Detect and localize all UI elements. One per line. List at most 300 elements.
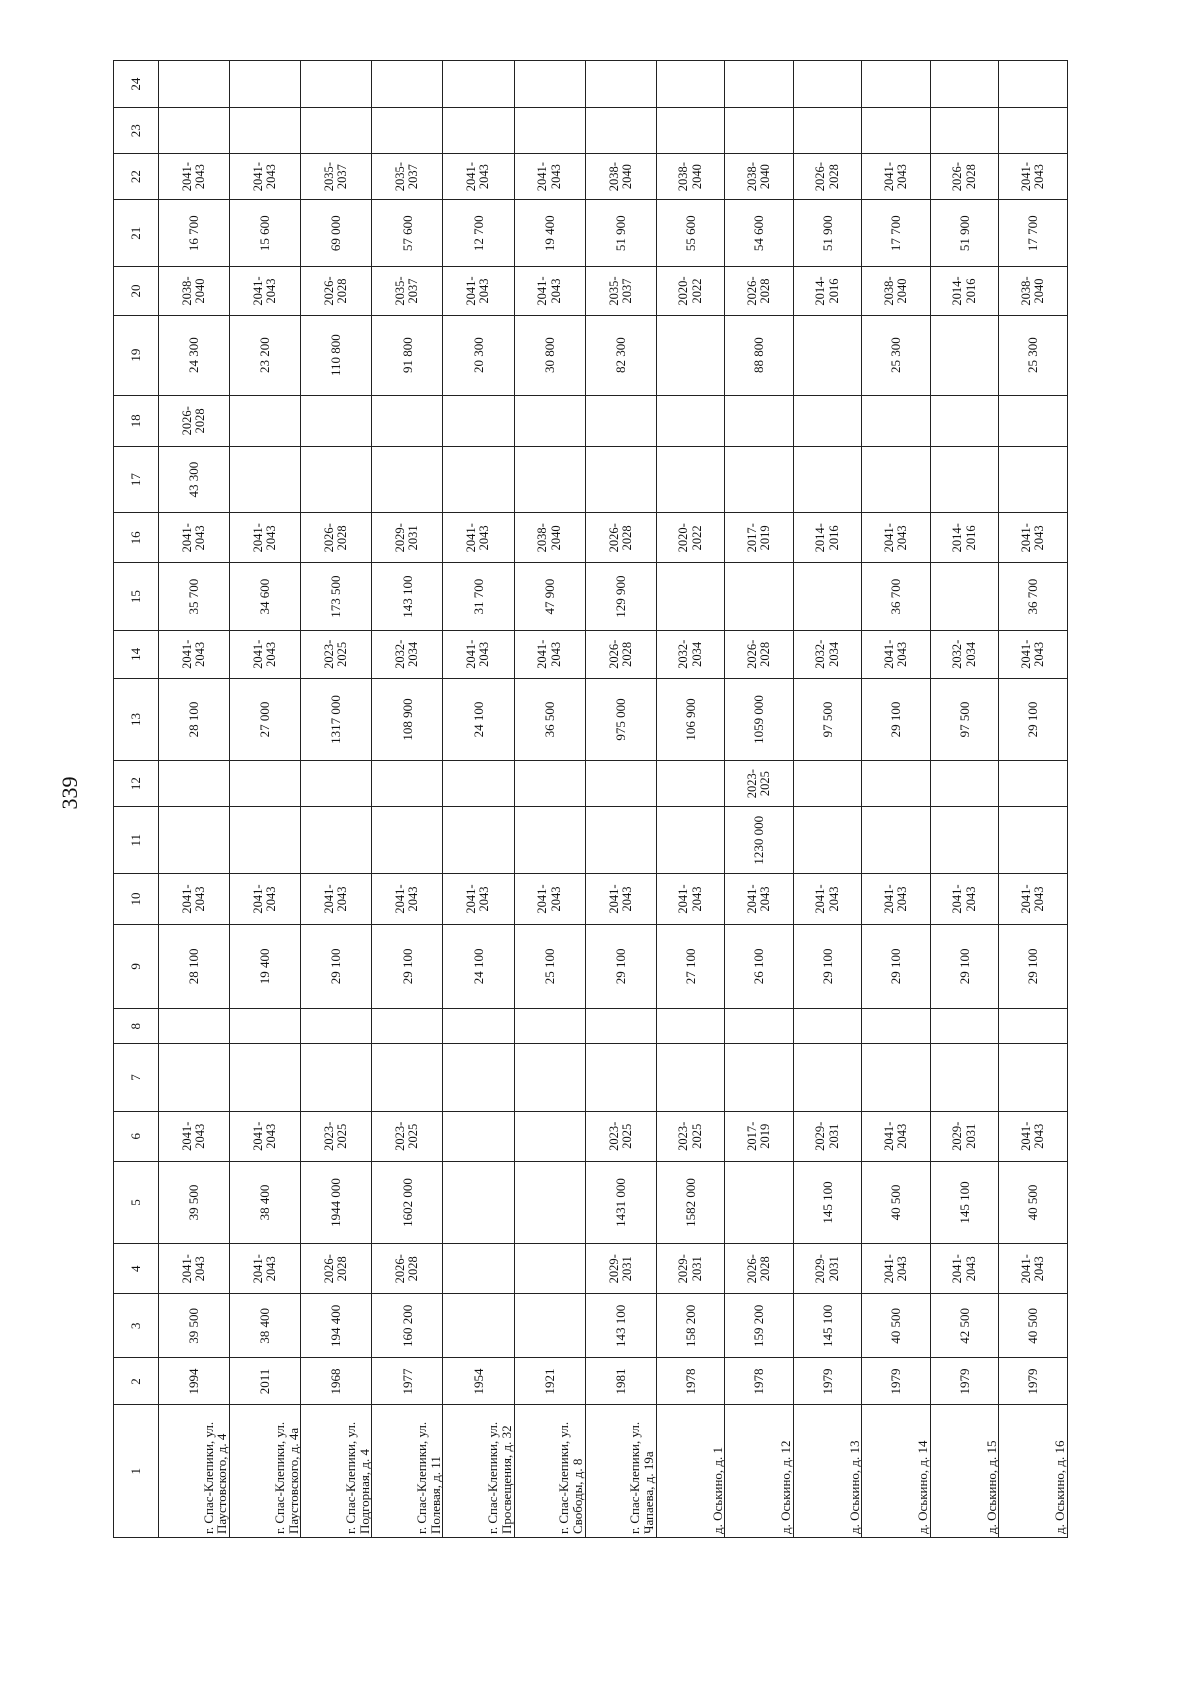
table-cell: 17 700 [999,200,1068,267]
table-cell [301,108,372,154]
table-cell [793,1009,862,1044]
period-cell: 2035- 2037 [301,154,372,200]
period-cell: 2032- 2034 [930,630,999,678]
table-cell: 158 200 [656,1294,725,1358]
table-cell [159,1009,230,1044]
table-cell [793,761,862,807]
column-header: 21 [114,200,159,267]
period-cell: 2041- 2043 [999,1111,1068,1161]
table-cell [372,61,443,108]
period-cell: 2041- 2043 [443,630,514,678]
table-cell: 29 100 [585,924,656,1008]
table-cell: 25 300 [999,315,1068,395]
period-cell: 2026- 2028 [725,1244,794,1294]
table-row [372,61,443,1538]
table-cell [793,395,862,446]
table-cell [862,395,931,446]
table-row [793,61,862,1538]
table-cell: 1317 000 [301,678,372,760]
address-cell: г. Спас-Клепики, ул. Просвещения, д. 32 [443,1405,514,1538]
table-cell [999,807,1068,874]
table-cell: 40 500 [862,1161,931,1243]
table-cell [585,446,656,512]
table-cell [862,1009,931,1044]
address-cell: д. Оськино, д. 12 [725,1405,794,1538]
table-cell: 38 400 [230,1161,301,1243]
column-header: 9 [114,924,159,1008]
period-cell: 2023- 2025 [372,1111,443,1161]
period-cell: 2017- 2019 [725,513,794,563]
table-cell: 39 500 [159,1294,230,1358]
period-cell: 2035- 2037 [585,267,656,315]
table-cell [230,108,301,154]
column-header: 15 [114,563,159,630]
period-cell: 2041- 2043 [159,513,230,563]
table-cell [725,61,794,108]
table-cell [793,1044,862,1111]
table-cell [999,446,1068,512]
table-cell [656,563,725,630]
period-cell: 2023- 2025 [656,1111,725,1161]
period-cell: 2041- 2043 [159,1244,230,1294]
table-cell [301,761,372,807]
table-cell [930,446,999,512]
period-cell: 2041- 2043 [514,874,585,924]
period-cell: 2041- 2043 [862,1111,931,1161]
table-cell: 36 700 [999,563,1068,630]
table-row [514,61,585,1538]
period-cell: 2041- 2043 [159,630,230,678]
table-cell: 1994 [159,1358,230,1405]
period-cell: 2041- 2043 [230,1244,301,1294]
table-cell [514,446,585,512]
table-cell [443,761,514,807]
period-cell: 2041- 2043 [230,267,301,315]
period-cell: 2026- 2028 [301,267,372,315]
period-cell: 2041- 2043 [514,630,585,678]
table-cell: 12 700 [443,200,514,267]
period-cell: 2041- 2043 [999,630,1068,678]
table-cell: 160 200 [372,1294,443,1358]
table-cell [514,761,585,807]
table-cell [725,1044,794,1111]
period-cell: 2041- 2043 [301,874,372,924]
table-cell: 51 900 [793,200,862,267]
period-cell: 2017- 2019 [725,1111,794,1161]
period-cell: 2041- 2043 [372,874,443,924]
period-cell: 2026- 2028 [585,513,656,563]
period-cell: 2026- 2028 [930,154,999,200]
period-cell: 2023- 2025 [725,761,794,807]
table-cell [159,761,230,807]
table-cell: 145 100 [793,1294,862,1358]
table-cell [159,61,230,108]
table-cell [443,1294,514,1358]
period-cell: 2041- 2043 [443,513,514,563]
table-cell: 1602 000 [372,1161,443,1243]
column-header: 14 [114,630,159,678]
table-cell: 29 100 [372,924,443,1008]
table-cell [585,807,656,874]
table-row [725,61,794,1538]
table-cell: 28 100 [159,924,230,1008]
period-cell: 2026- 2028 [301,513,372,563]
period-cell: 2041- 2043 [514,267,585,315]
table-cell: 159 200 [725,1294,794,1358]
address-cell: г. Спас-Клепики, ул. Полевая, д. 11 [372,1405,443,1538]
table-cell: 1944 000 [301,1161,372,1243]
table-cell: 34 600 [230,563,301,630]
table-cell [301,807,372,874]
column-header: 20 [114,267,159,315]
period-cell: 2029- 2031 [930,1111,999,1161]
table-cell [443,1111,514,1161]
period-cell: 2041- 2043 [230,513,301,563]
table-cell [862,807,931,874]
column-header: 6 [114,1111,159,1161]
period-cell: 2023- 2025 [301,630,372,678]
table-cell: 40 500 [999,1294,1068,1358]
table-cell [230,446,301,512]
table-cell: 1921 [514,1358,585,1405]
table-row [930,61,999,1538]
table-cell: 110 800 [301,315,372,395]
table-cell [443,108,514,154]
table-cell [230,761,301,807]
column-header: 2 [114,1358,159,1405]
table-cell [793,108,862,154]
table-cell [656,315,725,395]
table-cell [930,61,999,108]
period-cell: 2020- 2022 [656,267,725,315]
table-cell [656,108,725,154]
table-cell: 29 100 [862,678,931,760]
table-cell [514,108,585,154]
table-cell: 129 900 [585,563,656,630]
table-cell: 16 700 [159,200,230,267]
table-cell [793,563,862,630]
table-cell [999,1009,1068,1044]
table-cell [443,1009,514,1044]
table-row [585,61,656,1538]
table-cell: 1979 [930,1358,999,1405]
table-cell [514,395,585,446]
table-cell: 43 300 [159,446,230,512]
table-cell: 173 500 [301,563,372,630]
period-cell: 2041- 2043 [514,154,585,200]
table-cell [372,807,443,874]
table-cell [862,761,931,807]
period-cell: 2041- 2043 [930,874,999,924]
table-cell [443,1244,514,1294]
table-cell: 26 100 [725,924,794,1008]
table-cell [230,1009,301,1044]
table-cell: 27 000 [230,678,301,760]
address-cell: д. Оськино, д. 15 [930,1405,999,1538]
period-cell: 2041- 2043 [585,874,656,924]
table-cell: 55 600 [656,200,725,267]
table-cell [514,1244,585,1294]
table-cell: 1954 [443,1358,514,1405]
header-row [114,61,159,1538]
table-cell: 27 100 [656,924,725,1008]
period-cell: 2041- 2043 [159,1111,230,1161]
period-cell: 2041- 2043 [999,1244,1068,1294]
table-cell: 145 100 [793,1161,862,1243]
table-cell: 97 500 [930,678,999,760]
address-cell: д. Оськино, д. 13 [793,1405,862,1538]
table-cell: 51 900 [585,200,656,267]
table-cell [372,395,443,446]
address-cell: г. Спас-Клепики, ул. Паустовского, д. 4а [230,1405,301,1538]
period-cell: 2041- 2043 [159,154,230,200]
table-cell [930,108,999,154]
table-cell [443,1044,514,1111]
table-cell: 108 900 [372,678,443,760]
table-cell: 19 400 [514,200,585,267]
table-cell [725,563,794,630]
table-cell [725,1009,794,1044]
table-cell: 29 100 [793,924,862,1008]
table-row [443,61,514,1538]
table-cell [372,108,443,154]
table-cell: 975 000 [585,678,656,760]
period-cell: 2041- 2043 [999,513,1068,563]
address-cell: г. Спас-Клепики, ул. Чапаева, д. 19а [585,1405,656,1538]
table-cell [514,1161,585,1243]
table-cell [443,61,514,108]
table-cell: 35 700 [159,563,230,630]
table-cell [159,807,230,874]
period-cell: 2032- 2034 [656,630,725,678]
period-cell: 2029- 2031 [793,1111,862,1161]
table-cell [514,807,585,874]
column-header: 4 [114,1244,159,1294]
table-cell: 1979 [999,1358,1068,1405]
period-cell: 2020- 2022 [656,513,725,563]
period-cell: 2041- 2043 [443,154,514,200]
table-row [159,61,230,1538]
table-cell: 1981 [585,1358,656,1405]
table-cell [372,1009,443,1044]
period-cell: 2032- 2034 [793,630,862,678]
period-cell: 2026- 2028 [372,1244,443,1294]
period-cell: 2038- 2040 [514,513,585,563]
period-cell: 2029- 2031 [656,1244,725,1294]
table-cell [862,446,931,512]
table-cell [656,807,725,874]
period-cell: 2029- 2031 [585,1244,656,1294]
address-cell: д. Оськино, д. 14 [862,1405,931,1538]
table-cell [514,61,585,108]
table-cell: 143 100 [585,1294,656,1358]
table-cell: 1059 000 [725,678,794,760]
period-cell: 2041- 2043 [159,874,230,924]
table-cell [372,761,443,807]
table-cell [443,446,514,512]
address-cell: г. Спас-Клепики, ул. Подгорная, д. 4 [301,1405,372,1538]
table-cell: 20 300 [443,315,514,395]
period-cell: 2041- 2043 [793,874,862,924]
table-cell [301,1009,372,1044]
page-number: 339 [57,776,82,810]
period-cell: 2023- 2025 [585,1111,656,1161]
table-cell: 91 800 [372,315,443,395]
table-cell: 24 300 [159,315,230,395]
period-cell: 2032- 2034 [372,630,443,678]
table-cell: 1582 000 [656,1161,725,1243]
period-cell: 2041- 2043 [999,154,1068,200]
table-cell [862,1044,931,1111]
table-cell [656,61,725,108]
period-cell: 2014- 2016 [930,513,999,563]
period-cell: 2014- 2016 [793,267,862,315]
table-cell [930,761,999,807]
table-cell [930,315,999,395]
column-header: 23 [114,108,159,154]
period-cell: 2041- 2043 [862,630,931,678]
column-header: 19 [114,315,159,395]
period-cell: 2035- 2037 [372,267,443,315]
table-cell [585,395,656,446]
table-cell [443,1161,514,1243]
table-container [113,60,1068,1538]
table-cell [930,1009,999,1044]
table-cell [725,395,794,446]
table-cell: 25 100 [514,924,585,1008]
column-header: 11 [114,807,159,874]
table-cell [585,61,656,108]
table-cell [930,807,999,874]
table-cell [725,1161,794,1243]
table-cell: 54 600 [725,200,794,267]
column-header: 5 [114,1161,159,1243]
table-cell: 29 100 [862,924,931,1008]
period-cell: 2014- 2016 [930,267,999,315]
table-cell: 24 100 [443,678,514,760]
period-cell: 2038- 2040 [585,154,656,200]
period-cell: 2041- 2043 [930,1244,999,1294]
table-cell: 88 800 [725,315,794,395]
table-cell [443,395,514,446]
table-cell: 38 400 [230,1294,301,1358]
table-cell: 97 500 [793,678,862,760]
table-cell [372,446,443,512]
table-cell: 29 100 [930,924,999,1008]
table-cell [999,395,1068,446]
table-cell [656,395,725,446]
table-cell [585,1009,656,1044]
table-cell [793,61,862,108]
table-cell: 39 500 [159,1161,230,1243]
table-cell [656,1044,725,1111]
table-cell: 143 100 [372,563,443,630]
table-cell [230,61,301,108]
table-row [301,61,372,1538]
column-header: 16 [114,513,159,563]
table-cell [930,563,999,630]
table-cell: 29 100 [301,924,372,1008]
table-cell: 15 600 [230,200,301,267]
table-cell [585,1044,656,1111]
table-cell [656,446,725,512]
table-cell [793,807,862,874]
table-cell [862,108,931,154]
table-row [656,61,725,1538]
period-cell: 2038- 2040 [159,267,230,315]
period-cell: 2041- 2043 [230,630,301,678]
table-cell [999,761,1068,807]
column-header: 10 [114,874,159,924]
table-cell: 28 100 [159,678,230,760]
table-cell: 29 100 [999,678,1068,760]
period-cell: 2041- 2043 [862,513,931,563]
period-cell: 2035- 2037 [372,154,443,200]
table-cell [656,1009,725,1044]
table-cell: 1977 [372,1358,443,1405]
table-cell: 42 500 [930,1294,999,1358]
table-cell: 2011 [230,1358,301,1405]
period-cell: 2041- 2043 [862,154,931,200]
column-header: 7 [114,1044,159,1111]
table-cell [230,807,301,874]
period-cell: 2029- 2031 [793,1244,862,1294]
table-cell: 51 900 [930,200,999,267]
period-cell: 2026- 2028 [301,1244,372,1294]
period-cell: 2041- 2043 [862,1244,931,1294]
table-cell: 47 900 [514,563,585,630]
table-cell: 1968 [301,1358,372,1405]
table-cell [159,108,230,154]
column-header: 13 [114,678,159,760]
table-cell: 31 700 [443,563,514,630]
table-cell [159,1044,230,1111]
table-cell: 19 400 [230,924,301,1008]
period-cell: 2041- 2043 [443,874,514,924]
table-cell: 36 700 [862,563,931,630]
period-cell: 2014- 2016 [793,513,862,563]
table-cell: 1978 [656,1358,725,1405]
table-cell: 57 600 [372,200,443,267]
address-cell: г. Спас-Клепики, ул. Свободы, д. 8 [514,1405,585,1538]
period-cell: 2026- 2028 [725,630,794,678]
table-row [230,61,301,1538]
table-cell: 40 500 [862,1294,931,1358]
table-cell [514,1111,585,1161]
period-cell: 2041- 2043 [725,874,794,924]
table-cell: 194 400 [301,1294,372,1358]
table-cell [999,61,1068,108]
table-cell [656,761,725,807]
column-header: 1 [114,1405,159,1538]
period-cell: 2026- 2028 [585,630,656,678]
period-cell: 2041- 2043 [443,267,514,315]
table-cell [585,108,656,154]
period-cell: 2026- 2028 [725,267,794,315]
table-cell: 82 300 [585,315,656,395]
period-cell: 2041- 2043 [230,1111,301,1161]
table-cell [301,61,372,108]
table-cell [230,1044,301,1111]
table-cell [585,761,656,807]
address-cell: г. Спас-Клепики, ул. Паустовского, д. 4 [159,1405,230,1538]
table-cell: 1978 [725,1358,794,1405]
table-cell [793,446,862,512]
table-row [862,61,931,1538]
period-cell: 2041- 2043 [230,154,301,200]
period-cell: 2041- 2043 [656,874,725,924]
table-cell: 29 100 [999,924,1068,1008]
